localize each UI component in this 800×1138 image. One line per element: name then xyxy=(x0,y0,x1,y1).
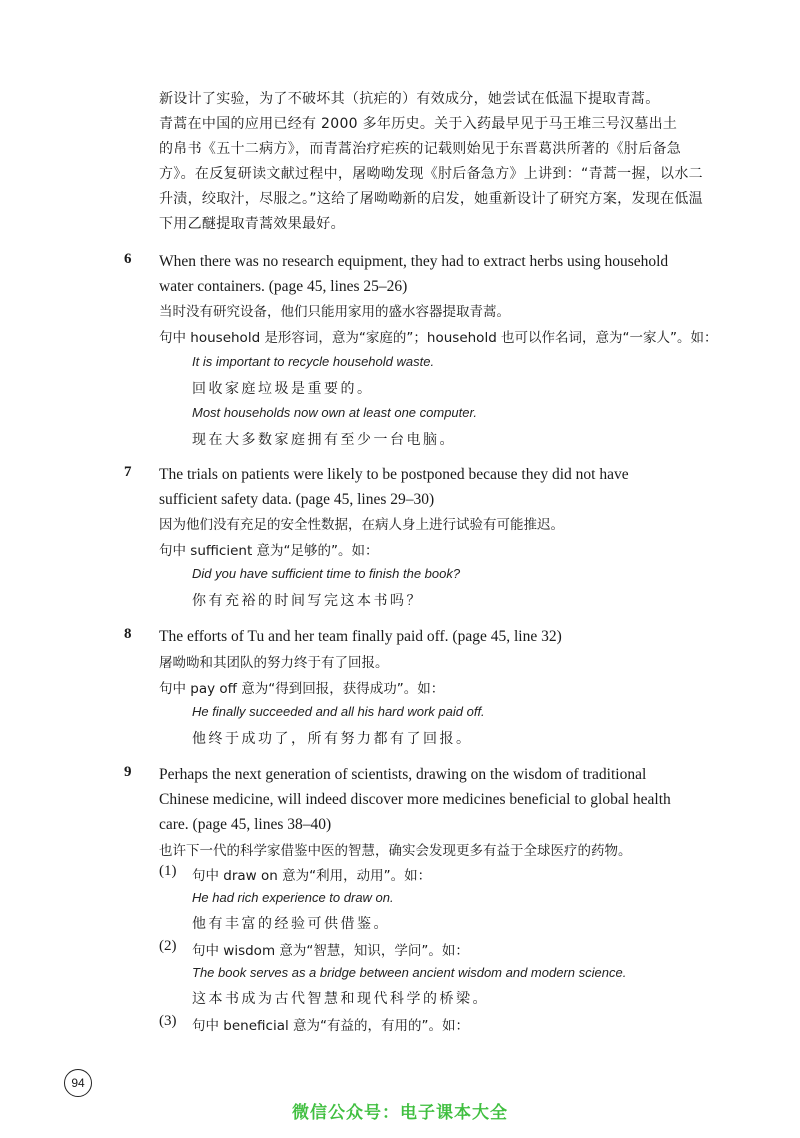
intro-line: 升渍，绞取汁，尽服之。”这给了屠呦呦新的启发，她重新设计了研究方案，发现在低温 xyxy=(159,191,703,207)
item-note: 句中 sufficient 意为“足够的”。如： xyxy=(159,543,379,559)
intro-line: 方》。在反复研读文献过程中，屠呦呦发现《肘后备急方》上讲到：“青蒿一握，以水二 xyxy=(159,166,703,182)
example-english: Did you have sufficient time to finish the book? xyxy=(192,566,461,581)
item-sentence-line: The trials on patients were likely to be postponed because they did not have xyxy=(159,466,629,483)
intro-line: 青蒿在中国的应用已经有 2000 多年历史。关于入药最早见于马王堆三号汉墓出土 xyxy=(159,116,678,132)
subitem-number: (2) xyxy=(159,938,177,954)
example-english: The book serves as a bridge between ancient wisdom and modern science. xyxy=(192,965,627,980)
example-chinese: 这本书成为古代智慧和现代科学的桥梁。 xyxy=(192,991,489,1007)
item-sentence-line: When there was no research equipment, they had to extract herbs using household xyxy=(159,253,669,270)
page-number: 94 xyxy=(64,1069,92,1097)
item-translation: 也许下一代的科学家借鉴中医的智慧，确实会发现更多有益于全球医疗的药物。 xyxy=(159,843,632,859)
item-note: 句中 household 是形容词，意为“家庭的”；household 也可以作名词，意为“一家人”。如： xyxy=(159,330,718,346)
example-english: It is important to recycle household waste. xyxy=(192,354,435,369)
item-sentence-line: Chinese medicine, will indeed discover more medicines beneficial to global health xyxy=(159,791,671,808)
intro-line: 的帛书《五十二病方》，而青蒿治疗疟疾的记载则始见于东晋葛洪所著的《肘后备急 xyxy=(159,141,682,157)
item-sentence-line: The efforts of Tu and her team finally paid off. (page 45, line 32) xyxy=(159,628,562,645)
item-sentence-line: water containers. (page 45, lines 25–26) xyxy=(159,278,408,295)
item-translation: 当时没有研究设备，他们只能用家用的盛水容器提取青蒿。 xyxy=(159,304,510,320)
example-chinese: 现在大多数家庭拥有至少一台电脑。 xyxy=(192,432,456,448)
item-number: 7 xyxy=(124,464,132,480)
item-number: 8 xyxy=(124,626,132,642)
subitem-note: 句中 beneficial 意为“有益的，有用的”。如： xyxy=(192,1018,470,1034)
intro-line: 下用乙醚提取青蒿效果最好。 xyxy=(159,216,345,232)
subitem-number: (3) xyxy=(159,1013,177,1029)
footer-wechat-text: 微信公众号：电子课本大全 xyxy=(292,1103,508,1123)
example-english: Most households now own at least one computer. xyxy=(192,405,477,420)
subitem-note: 句中 wisdom 意为“智慧，知识，学问”。如： xyxy=(192,943,469,959)
item-number: 9 xyxy=(124,764,132,780)
item-translation: 屠呦呦和其团队的努力终于有了回报。 xyxy=(159,655,389,671)
example-chinese: 回收家庭垃圾是重要的。 xyxy=(192,381,374,397)
item-note: 句中 pay off 意为“得到回报，获得成功”。如： xyxy=(159,681,445,697)
item-sentence-line: Perhaps the next generation of scientists, drawing on the wisdom of traditional xyxy=(159,766,647,783)
item-sentence-line: care. (page 45, lines 38–40) xyxy=(159,816,332,833)
example-english: He finally succeeded and all his hard work paid off. xyxy=(192,704,485,719)
item-translation: 因为他们没有充足的安全性数据，在病人身上进行试验有可能推迟。 xyxy=(159,517,564,533)
subitem-number: (1) xyxy=(159,863,177,879)
example-english: He had rich experience to draw on. xyxy=(192,890,394,905)
item-sentence-line: sufficient safety data. (page 45, lines 29–30) xyxy=(159,491,435,508)
example-chinese: 他终于成功了，所有努力都有了回报。 xyxy=(192,731,473,747)
example-chinese: 你有充裕的时间写完这本书吗？ xyxy=(192,593,423,609)
intro-line: 新设计了实验，为了不破坏其（抗疟的）有效成分，她尝试在低温下提取青蒿。 xyxy=(159,91,660,107)
item-number: 6 xyxy=(124,251,132,267)
example-chinese: 他有丰富的经验可供借鉴。 xyxy=(192,916,390,932)
subitem-note: 句中 draw on 意为“利用，动用”。如： xyxy=(192,868,432,884)
